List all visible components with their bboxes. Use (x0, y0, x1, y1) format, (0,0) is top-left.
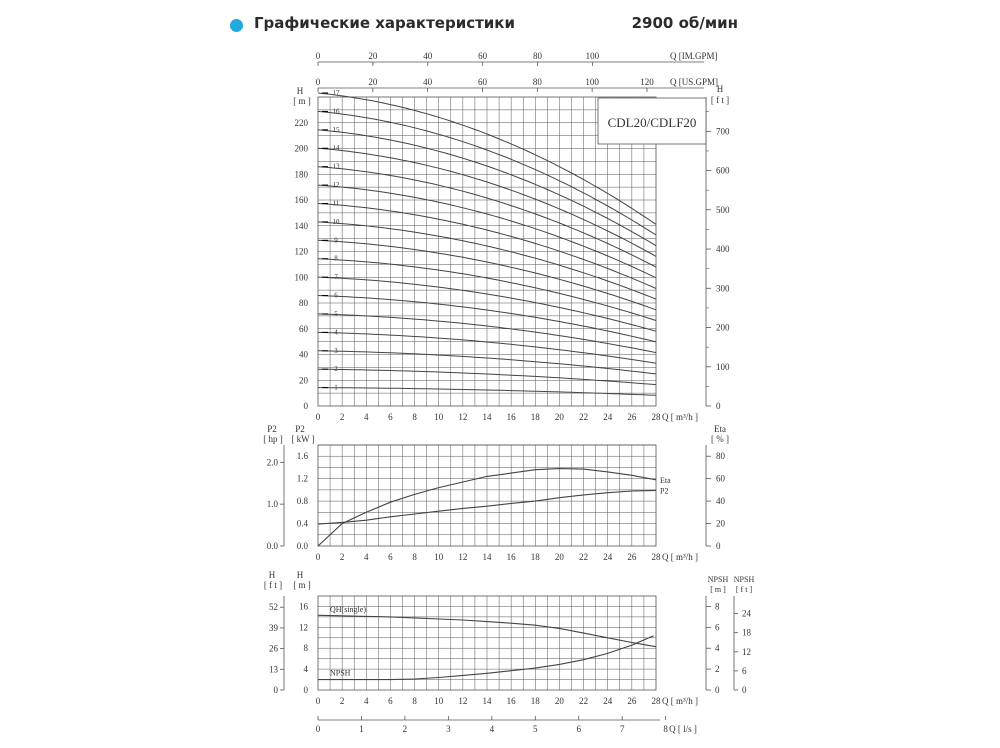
top-axis-label: Q [US.GPM] (670, 77, 719, 87)
ls-tick-label: 1 (359, 724, 364, 734)
npsh-ft-axis-label: NPSH (733, 575, 755, 584)
npsh-ft-tick-label: 18 (742, 627, 751, 638)
right-tick-label: 100 (716, 361, 730, 372)
x-tick-label: 4 (364, 412, 369, 422)
top-axis-tick-label: 20 (368, 77, 378, 87)
y-axis-label-hp: P2 (267, 424, 277, 434)
x-tick-label: 6 (388, 412, 393, 422)
ls-tick-label: 5 (533, 724, 538, 734)
y-axis-label: H (296, 86, 304, 96)
y-tick-label: 60 (299, 323, 308, 334)
top-axis-tick-label: 60 (477, 77, 487, 87)
x-tick-label: 22 (579, 412, 589, 422)
ls-tick-label: 6 (576, 724, 581, 734)
y-axis-unit-kw: [ kW ] (291, 434, 315, 444)
stage-label: 8 (334, 254, 338, 263)
top-axis-tick-label: 60 (478, 51, 488, 61)
y-tick-label: 200 (294, 143, 308, 154)
x-tick-label: 10 (434, 552, 444, 562)
y-tick-label: 40 (299, 349, 308, 360)
npsh-ft-axis-unit: [ f t ] (735, 585, 753, 594)
x-tick-label: 8 (412, 552, 417, 562)
top-axis-tick-label: 40 (423, 51, 433, 61)
x-tick-label: 20 (554, 696, 564, 706)
y-tick-label-hp: 1.0 (266, 499, 278, 510)
right-tick-label: 200 (716, 322, 730, 333)
y-tick-label-ft: 0 (273, 685, 278, 695)
ls-tick-label: 7 (619, 724, 625, 734)
npsh-m-tick-label: 8 (715, 601, 720, 612)
x-tick-label: 26 (627, 552, 637, 562)
npsh-chart (264, 570, 755, 734)
eta-tick-label: 0 (716, 541, 721, 551)
y-tick-label-kw: 0.8 (296, 496, 308, 507)
stage-label: 9 (334, 236, 338, 245)
x-tick-label: 24 (603, 696, 613, 706)
series-label-eta: Eta (660, 475, 671, 485)
y-tick-label: 160 (294, 195, 308, 205)
right-axis-label: H (716, 84, 724, 94)
y-tick-label-ft: 39 (269, 622, 278, 633)
y-tick-label: 220 (294, 117, 308, 128)
x-tick-label: 16 (506, 696, 516, 706)
series-label-npsh: NPSH (330, 668, 351, 678)
x-tick-label: 22 (579, 552, 589, 562)
stage-label: 14 (332, 144, 340, 153)
stage-label: 13 (332, 162, 340, 171)
y-tick-label-kw: 0.4 (296, 518, 308, 529)
stage-label: 10 (332, 217, 340, 226)
y-axis-unit: [ m ] (293, 96, 311, 106)
stage-label: 6 (334, 291, 338, 300)
eta-axis-label: Eta (714, 424, 726, 434)
ls-tick-label: 2 (402, 724, 408, 734)
top-axis-tick-label: 120 (640, 77, 654, 87)
x-tick-label: 18 (530, 412, 540, 422)
y-tick-label-m: 12 (299, 622, 308, 633)
right-tick-label: 300 (716, 283, 730, 294)
y-tick-label: 100 (294, 272, 308, 283)
x-tick-label: 28 (651, 412, 661, 422)
y-tick-label-m: 0 (303, 685, 308, 695)
y-axis-label-kw: P2 (295, 424, 305, 434)
right-tick-label: 500 (716, 204, 730, 215)
top-axis-tick-label: 20 (368, 51, 378, 61)
npsh-m-tick-label: 4 (715, 643, 720, 654)
npsh-ft-tick-label: 12 (742, 646, 751, 657)
x-tick-label: 10 (434, 696, 444, 706)
stage-label: 17 (332, 89, 340, 98)
top-axis-tick-label: 80 (532, 77, 542, 87)
x-tick-label: 20 (554, 552, 564, 562)
x-axis-label: Q [ m³/h ] (662, 412, 698, 422)
stage-label: 2 (334, 365, 338, 374)
ls-tick-label: 0 (315, 724, 321, 734)
eta-tick-label: 20 (716, 518, 725, 529)
y-tick-label: 20 (299, 375, 308, 386)
eta-tick-label: 60 (716, 473, 725, 484)
y-axis-label-ft: H (268, 570, 276, 580)
npsh-ft-tick-label: 0 (742, 685, 747, 695)
x-tick-label: 24 (603, 552, 613, 562)
stage-label: 15 (332, 125, 340, 134)
x-tick-label: 2 (339, 552, 345, 562)
y-tick-label-kw: 1.6 (296, 451, 308, 462)
ls-axis-label: Q [ l/s ] (669, 724, 697, 734)
x-tick-label: 18 (530, 552, 540, 562)
stage-label: 5 (334, 309, 338, 318)
series-label-p2: P2 (660, 486, 669, 496)
x-tick-label: 12 (458, 412, 468, 422)
y-tick-label: 140 (294, 220, 308, 231)
y-tick-label-kw: 1.2 (296, 473, 308, 484)
eta-tick-label: 40 (716, 496, 725, 507)
y-tick-label-kw: 0.0 (296, 541, 308, 551)
top-axis-tick-label: 100 (585, 77, 599, 87)
stage-label: 16 (332, 107, 340, 116)
x-tick-label: 6 (388, 552, 393, 562)
x-tick-label: 16 (506, 412, 516, 422)
npsh-ft-tick-label: 6 (742, 665, 747, 676)
x-tick-label: 6 (388, 696, 393, 706)
y-tick-label: 180 (294, 169, 308, 180)
x-tick-label: 2 (339, 412, 345, 422)
head-curve-chart (293, 51, 730, 422)
y-tick-label-m: 4 (303, 664, 308, 675)
top-axis-label: Q [IM.GPM] (670, 51, 718, 61)
y-tick-label-ft: 26 (269, 643, 278, 654)
x-tick-label: 10 (434, 412, 444, 422)
stage-label: 1 (334, 383, 338, 392)
x-tick-label: 12 (458, 696, 468, 706)
x-tick-label: 24 (603, 412, 613, 422)
x-tick-label: 14 (482, 696, 492, 706)
npsh-m-tick-label: 2 (715, 664, 720, 675)
page-title: Графические характеристики (254, 14, 515, 32)
y-tick-label-m: 16 (299, 601, 308, 612)
stage-label: 3 (334, 346, 338, 355)
right-tick-label: 600 (716, 165, 730, 176)
ls-tick-label: 8 (663, 724, 668, 734)
y-tick-label-m: 8 (303, 643, 308, 654)
top-axis-tick-label: 100 (585, 51, 600, 61)
series-npsh (318, 636, 654, 680)
npsh-m-tick-label: 6 (715, 622, 720, 633)
x-tick-label: 0 (315, 552, 321, 562)
x-tick-label: 2 (339, 696, 345, 706)
top-axis-tick-label: 40 (423, 77, 433, 87)
x-tick-label: 18 (530, 696, 540, 706)
x-tick-label: 20 (554, 412, 564, 422)
y-tick-label-hp: 2.0 (266, 457, 278, 468)
npsh-m-axis-label: NPSH (707, 575, 729, 584)
x-axis-label: Q [ m³/h ] (662, 552, 698, 562)
stage-label: 7 (334, 273, 338, 282)
npsh-m-tick-label: 0 (715, 685, 720, 695)
x-tick-label: 0 (315, 696, 321, 706)
power-efficiency-chart (263, 424, 729, 562)
stage-label: 4 (334, 328, 338, 337)
x-tick-label: 14 (482, 412, 492, 422)
x-tick-label: 8 (412, 696, 417, 706)
stage-label: 12 (332, 181, 340, 190)
speed-label: 2900 об/мин (631, 14, 738, 32)
ls-tick-label: 4 (489, 724, 495, 734)
x-tick-label: 4 (364, 696, 369, 706)
x-axis-label: Q [ m³/h ] (662, 696, 698, 706)
top-axis-tick-label: 80 (533, 51, 543, 61)
right-tick-label: 400 (716, 244, 730, 255)
x-tick-label: 26 (627, 696, 637, 706)
x-tick-label: 4 (364, 552, 369, 562)
y-axis-label-m: H (296, 570, 304, 580)
top-axis-tick-label: 0 (315, 77, 321, 87)
ls-tick-label: 3 (446, 724, 451, 734)
eta-axis-unit: [ % ] (711, 434, 729, 444)
top-axis-tick-label: 0 (315, 51, 321, 61)
y-tick-label: 0 (303, 401, 308, 411)
x-tick-label: 28 (651, 552, 661, 562)
y-axis-unit-m: [ m ] (293, 580, 311, 590)
y-axis-unit-hp: [ hp ] (263, 434, 283, 444)
y-tick-label: 120 (294, 246, 308, 257)
y-tick-label-hp: 0.0 (266, 541, 278, 551)
right-axis-unit: [ f t ] (710, 95, 730, 105)
right-tick-label: 0 (716, 401, 721, 411)
y-tick-label-ft: 52 (269, 602, 278, 613)
series-label-qhsingle: QH(single) (330, 604, 366, 614)
stage-label: 11 (332, 199, 340, 208)
x-tick-label: 26 (627, 412, 637, 422)
npsh-ft-tick-label: 24 (742, 608, 751, 619)
y-tick-label: 80 (299, 298, 308, 308)
y-axis-unit-ft: [ f t ] (263, 580, 283, 590)
x-tick-label: 16 (506, 552, 516, 562)
right-tick-label: 700 (716, 126, 730, 137)
x-tick-label: 8 (412, 412, 417, 422)
x-tick-label: 14 (482, 552, 492, 562)
eta-tick-label: 80 (716, 451, 725, 462)
npsh-m-axis-unit: [ m ] (710, 585, 726, 594)
x-tick-label: 12 (458, 552, 468, 562)
x-tick-label: 28 (651, 696, 661, 706)
x-tick-label: 0 (315, 412, 321, 422)
x-tick-label: 22 (579, 696, 589, 706)
model-label: CDL20/CDLF20 (607, 115, 697, 130)
y-tick-label-ft: 13 (269, 664, 278, 675)
